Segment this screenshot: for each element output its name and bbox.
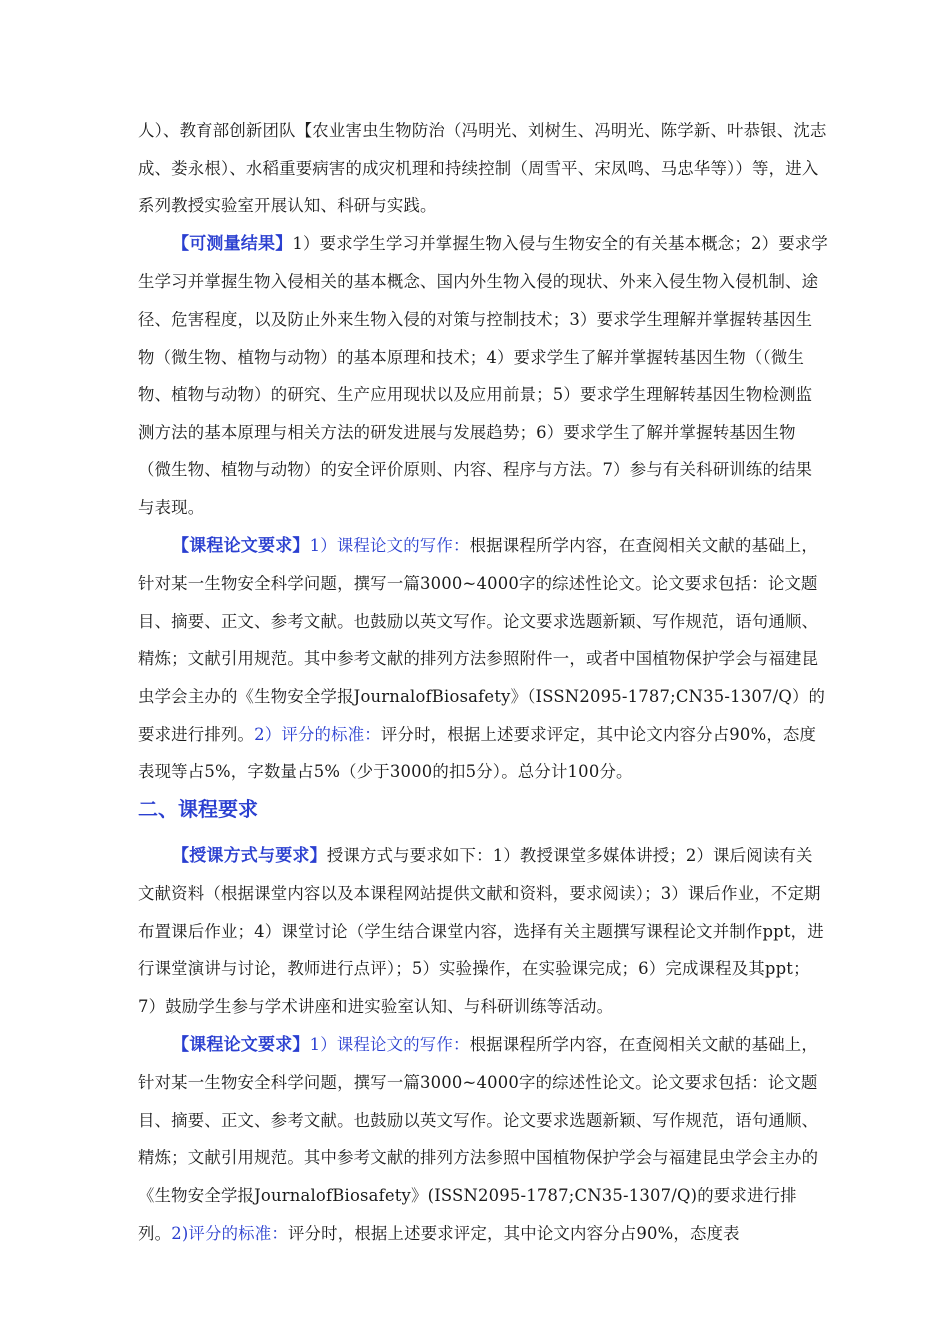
measurable-results-paragraph: [138, 225, 828, 527]
intro-paragraph: [138, 112, 828, 225]
paper-writing-subheading-2: 1）课程论文的写作：: [309, 1034, 470, 1054]
paper-writing-text-1: 根据课程所学内容，在查阅相关文献的基础上，针对某一生物安全科学问题，撰写一篇3000~4000字的综述性论文。论文要求包括：论文题目、摘要、正文、参考文献。也鼓励以英文写作。论文要求选题新颖、写作规范，语句通顺、精炼；文献引用规范。其中参考文献的排列方法参照附件一，或者中国植物保护学会与福建昆虫学会主办的《生物安全学报JournalofBiosafety》（ISSN2095-1787;CN35-1307/Q）的要求进行排列。: [138, 535, 826, 744]
grading-text-1: 评分时，根据上述要求评定，其中论文内容分占90%，态度表现等占5%，字数量占5%（少于3000的扣5分）。总分计100分。: [138, 724, 817, 782]
paper-writing-subheading-1: 1）课程论文的写作：: [309, 535, 470, 555]
course-paper-paragraph-1: [138, 527, 828, 791]
teaching-method-label: 【授课方式与要求】: [172, 845, 327, 866]
teaching-method-text: 授课方式与要求如下：1）教授课堂多媒体讲授；2）课后阅读有关文献资料（根据课堂内容以及本课程网站提供文献和资料，要求阅读）；3）课后作业，不定期布置课后作业；4）课堂讨论（学生结合课堂内容，选择有关主题撰写课程论文并制作ppt，进行课堂演讲与讨论，教师进行点评）；5）实验操作，在实验课完成；6）完成课程及其ppt；7）鼓励学生参与学术讲座和进实验室认知、与科研训练等活动。: [138, 845, 824, 1017]
grading-subheading-2: 2)评分的标准：: [171, 1223, 288, 1243]
teaching-method-paragraph: [138, 837, 828, 1026]
document-page: [138, 112, 828, 1252]
measurable-results-label: 【可测量结果】: [172, 233, 293, 254]
section-heading-course-requirements: 二、课程要求: [138, 796, 258, 821]
intro-text: 人）、教育部创新团队【农业害虫生物防治（冯明光、刘树生、冯明光、陈学新、叶恭银、沈志成、娄永根）、水稻重要病害的成灾机理和持续控制（周雪平、宋凤鸣、马忠华等））等，进入系列教授实验室开展认知、科研与实践。: [138, 121, 827, 216]
course-paper-paragraph-2: [138, 1026, 828, 1253]
grading-subheading-1: 2）评分的标准：: [254, 724, 381, 744]
measurable-results-text: 1）要求学生学习并掌握生物入侵与生物安全的有关基本概念；2）要求学生学习并掌握生物入侵相关的基本概念、国内外生物入侵的现状、外来入侵生物入侵机制、途径、危害程度，以及防止外来生物入侵的对策与控制技术；3）要求学生理解并掌握转基因生物（微生物、植物与动物）的基本原理和技术；4）要求学生了解并掌握转基因生物（（微生物、植物与动物）的研究、生产应用现状以及应用前景；5）要求学生理解转基因生物检测监测方法的基本原理与相关方法的研发进展与发展趋势；6）要求学生了解并掌握转基因生物（微生物、植物与动物）的安全评价原则、内容、程序与方法。7）参与有关科研训练的结果与表现。: [138, 233, 828, 517]
grading-text-2: 评分时，根据上述要求评定，其中论文内容分占90%，态度表: [287, 1223, 740, 1243]
paper-writing-text-2: 根据课程所学内容，在查阅相关文献的基础上，针对某一生物安全科学问题，撰写一篇3000~4000字的综述性论文。论文要求包括：论文题目、摘要、正文、参考文献。也鼓励以英文写作。论文要求选题新颖、写作规范，语句通顺、精炼；文献引用规范。其中参考文献的排列方法参照中国植物保护学会与福建昆虫学会主办的《生物安全学报JournalofBiosafety》(ISSN2095-1787;CN35-1307/Q)的要求进行排列。: [138, 1034, 819, 1243]
course-paper-label-1: 【课程论文要求】: [172, 535, 310, 556]
course-paper-label-2: 【课程论文要求】: [172, 1034, 310, 1055]
